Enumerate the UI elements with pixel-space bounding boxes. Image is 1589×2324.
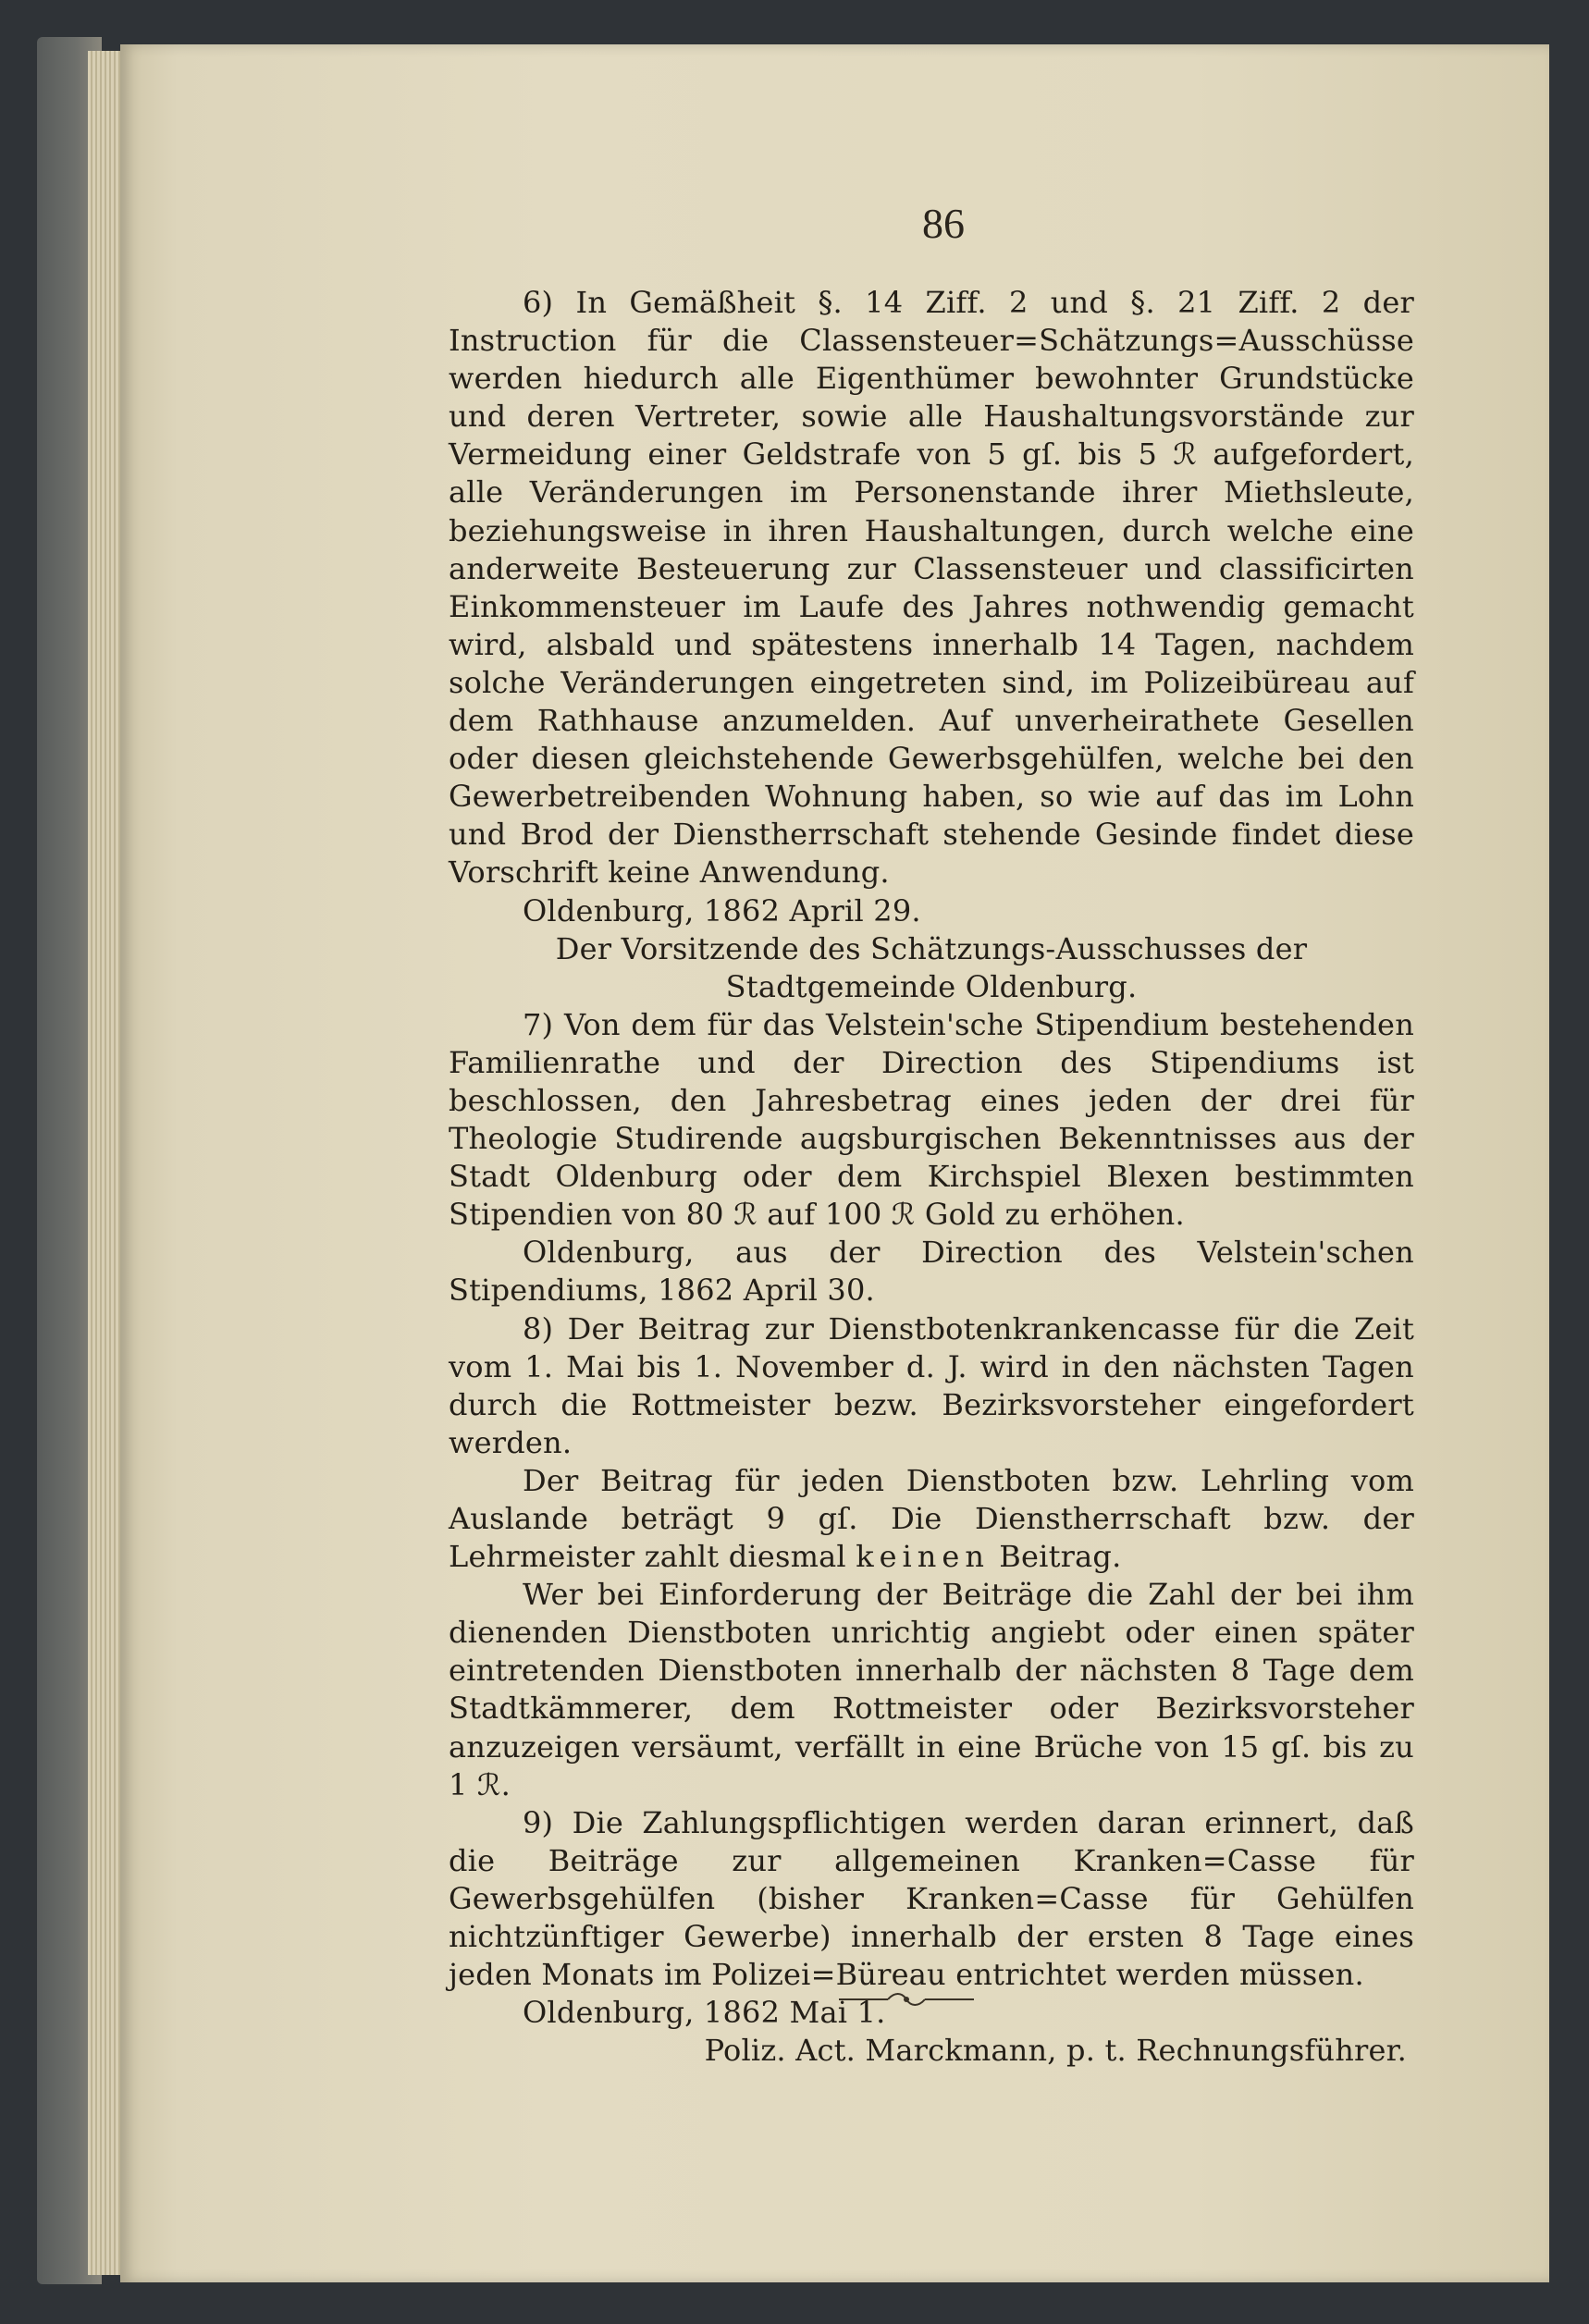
paragraph-item-8-contribution bbox=[449, 1462, 1414, 1576]
item-6-date: Oldenburg, 1862 April 29. bbox=[523, 892, 921, 928]
paragraph-item-9: 9) Die Zahlungspflichtigen werden daran erinnert, daß die Beiträge zur allgemeinen Kranken=Casse für Gewerbsgehülfen (bisher Kranken=Casse für Gehülfen nichtzünftiger Gewerbe) innerhalb der ersten 8 Tage eines jeden Monats im Polizei=Büreau entrichtet werden müssen. bbox=[449, 1804, 1414, 1993]
page-text bbox=[449, 284, 1414, 2070]
paragraph-item-8: 8) Der Beitrag zur Dienstbotenkrankencasse für die Zeit vom 1. Mai bis 1. November d. J. wird in den nächsten Tagen durch die Rottmeister bezw. Bezirksvorsteher eingefordert werden. bbox=[449, 1310, 1414, 1460]
paragraph-item-6: 6) In Gemäßheit §. 14 Ziff. 2 und §. 21 Ziff. 2 der Instruction für die Classensteuer=Schätzungs=Ausschüsse werden hiedurch alle Eigenthümer bewohnter Grundstücke und deren Vertreter, sowie alle Haushaltungsvorstände zur Vermeidung einer Geldstrafe von 5 gſ. bis 5 ℛ︎ aufgefordert, alle Veränderungen im Personenstande ihrer Miethsleute, beziehungsweise in ihren Haushaltungen, durch welche eine anderweite Besteuerung zur Classensteuer und classificirten Einkommensteuer im Laufe des Jahres nothwendig gemacht wird, alsbald und spätestens innerhalb 14 Tagen, nachdem solche Veränderungen eingetreten sind, im Polizeibüreau auf dem Rathhause anzumelden. Auf unverheirathete Gesellen oder diesen gleichstehende Gewerbsgehülfen, welche bei den Gewerbetreibenden Wohnung haben, so wie auf das im Lohn und Brod der Dienstherrschaft stehende Gesinde findet diese Vorschrift keine Anwendung. bbox=[449, 285, 1414, 891]
paragraph-item-8-penalty: Wer bei Einforderung der Beiträge die Zahl der bei ihm dienenden Dienstboten unrichtig angiebt oder einen später eintretenden Dienstboten innerhalb der nächsten 8 Tage dem Stadtkämmerer, dem Rottmeister oder Bezirksvorsteher anzuzeigen versäumt, verfällt in eine Brüche von 15 gſ. bis zu 1 ℛ︎. bbox=[449, 1577, 1414, 1802]
item-6-signature: Der Vorsitzende des Schätzungs-Ausschusses der Stadtgemeinde Oldenburg. bbox=[555, 930, 1308, 1004]
page-number: 86 bbox=[922, 200, 965, 247]
paragraph-item-7: 7) Von dem für das Velstein'sche Stipendium bestehenden Familienrathe und der Direction des Stipendiums ist beschlossen, den Jahresbetrag eines jeden der drei für Theologie Studirende augsburgischen Bekenntnisses aus der Stadt Oldenburg oder dem Kirchspiel Blexen bestimmten Stipendien von 80 ℛ︎ auf 100 ℛ︎ Gold zu erhöhen. bbox=[449, 1006, 1414, 1233]
item-8-text-before: Der Beitrag für jeden Dienstboten bzw. Lehrling vom Auslande beträgt 9 gſ. Die Dienstherrschaft bzw. der Lehrmeister zahlt diesmal bbox=[449, 1462, 1414, 1575]
item-9-signature: Poliz. Act. Marckmann, p. t. Rechnungsführer. bbox=[704, 2033, 1407, 2069]
item-8-text-after: Beitrag. bbox=[989, 1539, 1122, 1575]
item-7-date-signature: Oldenburg, aus der Direction des Velstein'schen Stipendiums, 1862 April 30. bbox=[449, 1235, 1414, 1309]
item-8-emphasis: keinen bbox=[856, 1539, 990, 1575]
item-9-date: Oldenburg, 1862 Mai 1. bbox=[523, 1995, 886, 2031]
end-ornament-icon bbox=[837, 1990, 976, 2009]
